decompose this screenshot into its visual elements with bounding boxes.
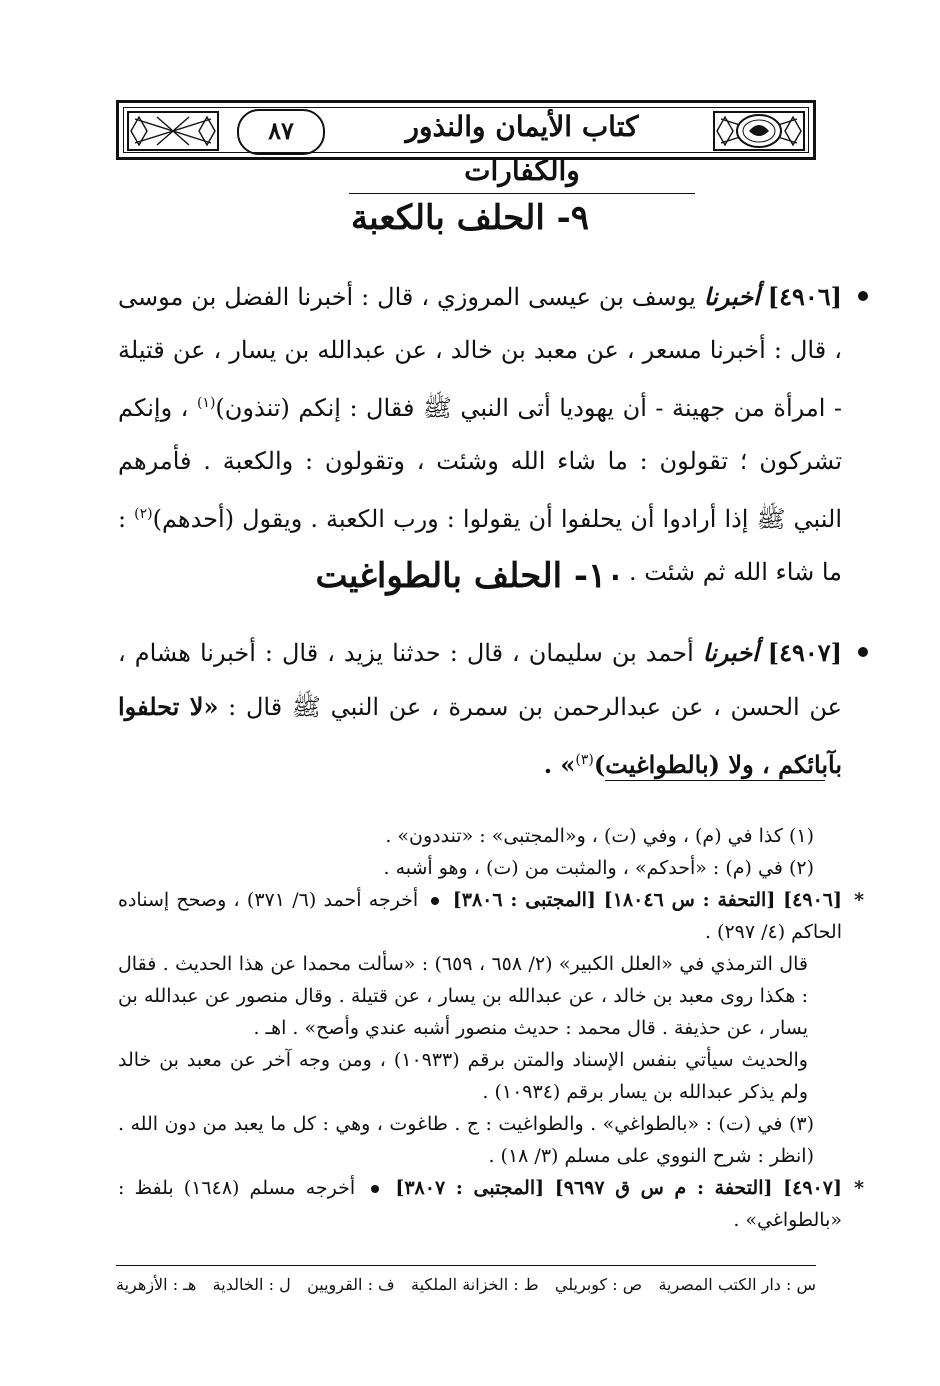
- akhbarana-word: أخبرنا: [702, 638, 759, 667]
- tirmidhi-note: قال الترمذي في «العلل الكبير» (٢/ ٦٥٨ ، ٦٥٩) : «سألت محمدا عن هذا الحديث . فقال : هكذا روى معبد بن خالد ، عن عبدالله بن يسار ، عن قتيلة . وقال منصور عن عبدالله بن يسار ، عن حذيفة . قال محمد : حديث منصور أشبه عندي وأصح» . اهـ .: [118, 953, 809, 1039]
- takhrij-4906: [118, 884, 864, 948]
- book-title: كتاب الأيمان والنذور والكفارات: [349, 105, 695, 155]
- footnote-2: (٢) في (م) : «أحدكم» ، والمثبت من (ت) ، وهو أشبه .: [383, 857, 814, 879]
- hadith-later-note: والحديث سيأتي بنفس الإسناد والمتن برقم (١٠٩٣٣) ، ومن وجه آخر عن معبد بن خالد ولم يذكر عبدالله بن يسار برقم (١٠٩٣٤) .: [118, 1049, 808, 1103]
- footnote-separator: [605, 780, 825, 781]
- takhrij-4907: [118, 1172, 864, 1236]
- legend-item: هـ : الأزهرية: [116, 1275, 197, 1294]
- hadith-text: : ما شاء الله ثم شئت .: [118, 505, 842, 586]
- legend-item: س : دار الكتب المصرية: [658, 1275, 816, 1294]
- footnote-marker-1: (١): [196, 395, 216, 411]
- prophet-speech-end: » .: [543, 750, 576, 779]
- bullet-icon: [858, 291, 868, 301]
- star-icon: *: [854, 889, 864, 911]
- hadith-4906: [118, 270, 842, 599]
- hadith-number: [٤٩٠٦]: [767, 282, 842, 311]
- hadith-text: ، وإنكم تشركون ؛ تقولون : ما شاء الله وشئت ، وتقولون : والكعبة . فأمرهم النبي ﷺ إذا أرادوا أن يحلفوا أن يقولوا : ورب الكعبة . ويقول (أحدهم): [118, 394, 842, 533]
- legend-separator: [116, 1265, 816, 1266]
- footnote-marker-3: (٣): [575, 752, 594, 768]
- legend-item: ط : الخزانة الملكية: [411, 1275, 539, 1294]
- footnote-1: (١) كذا في (م) ، وفي (ت) ، و«المجتبى» : «تنددون» .: [385, 825, 814, 847]
- takhrij-text: أخرجه أحمد (٦/ ٣٧١) ، وصحح إسناده الحاكم (٤/ ٢٩٧) .: [118, 889, 842, 943]
- chapter-title-10: ١٠- الحلف بالطواغيت: [315, 556, 625, 596]
- right-ornament-icon: [713, 111, 805, 151]
- takhrij-text: أخرجه مسلم (١٦٤٨) بلفظ : «بالطواغي» .: [118, 1177, 842, 1231]
- legend-item: ص : كوبريلي: [554, 1275, 643, 1294]
- bullet-icon: [858, 647, 868, 657]
- manuscript-legend: [116, 1270, 816, 1300]
- hadith-text: يوسف بن عيسى المروزي ، قال : أخبرنا الفضل بن موسى ، قال : أخبرنا مسعر ، عن معبد بن خالد ، عن عبدالله بن يسار ، عن قتيلة - امرأة من جهينة - أن يهوديا أتى النبي ﷺ فقال : إنكم (تنذون): [118, 283, 843, 422]
- footnote-marker-2: (٢): [134, 506, 153, 522]
- page-number: ٨٧: [237, 109, 325, 155]
- dot-icon: [371, 1185, 379, 1193]
- legend-item: ل : الخالدية: [212, 1275, 291, 1294]
- hadith-4907: [118, 626, 842, 792]
- page-header: [116, 100, 816, 187]
- footnotes: [118, 820, 864, 1236]
- footnote-3: (٣) في (ت) : «بالطواغي» . والطواغيت : ج . طاغوت ، وهي : كل ما يعبد من دون الله . (انظر : شرح النووي على مسلم (٣/ ١٨) .: [118, 1113, 814, 1167]
- takhrij-ref: [٤٩٠٧] [التحفة : م س ق ٩٦٩٧] [المجتبى : ٣٨٠٧]: [395, 1177, 842, 1199]
- star-icon: *: [854, 1177, 864, 1199]
- chapter-title-9: ٩- الحلف بالكعبة: [350, 198, 590, 238]
- legend-item: ف : القرويين: [307, 1275, 395, 1294]
- left-ornament-icon: [127, 111, 219, 151]
- dot-icon: [431, 897, 439, 905]
- prophet-speech: «لا تحلفوا بآبائكم ، ولا (بالطواغيت): [118, 692, 842, 779]
- hadith-text: أحمد بن سليمان ، قال : حدثنا يزيد ، قال : أخبرنا هشام ، عن الحسن ، عن عبدالرحمن بن سمرة ، عن النبي ﷺ قال :: [118, 639, 842, 721]
- takhrij-ref: [٤٩٠٦] [التحفة : س ١٨٠٤٦] [المجتبى : ٣٨٠٦]: [452, 889, 842, 911]
- akhbarana-word: أخبرنا: [703, 282, 760, 311]
- hadith-number: [٤٩٠٧]: [767, 638, 842, 667]
